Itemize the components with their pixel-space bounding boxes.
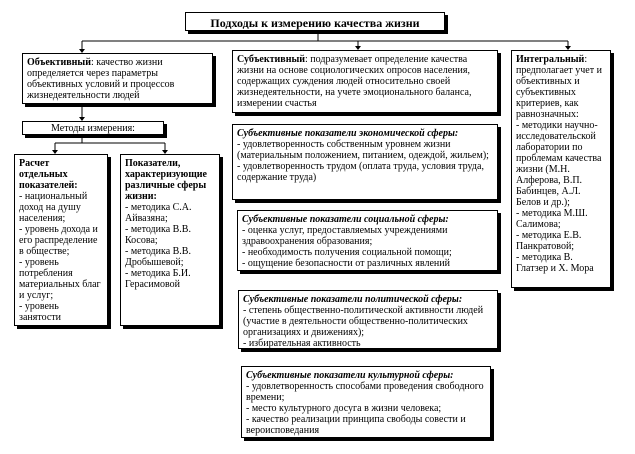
objective-text: : качество жизни определяется через параметры объективных условий и процессов жизнедеятельности людей	[27, 57, 175, 101]
political-box	[238, 290, 498, 349]
subjective-label: Субъективный	[237, 54, 306, 65]
objective-label: Объективный	[27, 57, 91, 68]
integral-label: Интегральный	[516, 54, 585, 65]
integral-item: - методика М.Ш. Салимова;	[516, 208, 588, 230]
indicators-title-line: Показатели,	[125, 158, 181, 169]
methods-label: Методы измерения:	[51, 123, 135, 134]
political-item: - степень общественно-политической активности людей (участие в деятельности общественно-политических организациях и движениях);	[243, 305, 484, 338]
calc-title-line: Расчет	[19, 158, 50, 169]
cultural-item: - качество реализации принципа свободы совести и вероисповедания	[246, 414, 466, 436]
calc-item: - уровень дохода и его распределение в обществе;	[19, 224, 98, 257]
social-box	[237, 210, 498, 271]
calc-box	[14, 154, 108, 326]
indicators-item: - методика Б.И. Герасимовой	[125, 268, 191, 290]
economic-title: Субъективные показатели экономической сферы:	[237, 128, 459, 139]
cultural-item: - удовлетворенность способами проведения свободного времени;	[246, 381, 484, 403]
social-item: - ощущение безопасности от различных явлений	[242, 258, 450, 269]
diagram-title: Подходы к измерению качества жизни	[210, 16, 420, 30]
social-item: - оценка услуг, предоставляемых учреждениями здравоохранения образования;	[242, 225, 448, 247]
political-item: - избирательная активность	[243, 338, 361, 349]
indicators-title-line: жизни:	[125, 191, 157, 202]
indicators-item: - методика В.В. Косова;	[125, 224, 191, 246]
economic-box	[232, 124, 498, 200]
indicators-box	[120, 154, 220, 326]
indicators-title-line: характеризующие	[125, 169, 207, 180]
integral-box	[511, 50, 611, 288]
cultural-item: - место культурного досуга в жизни человека;	[246, 403, 442, 414]
indicators-title-line: различные сферы	[125, 180, 207, 191]
title-box	[185, 12, 445, 31]
integral-item: - методики научно-исследовательской лаборатории по проблемам качества жизни (М.Н. Алферова, В.П. Бабинцев, А.Л. Белов и др.);	[516, 120, 602, 208]
calc-item: - национальный доход на душу населения;	[19, 191, 88, 224]
subjective-box	[232, 50, 498, 113]
methods-box	[22, 121, 164, 135]
social-title: Субъективные показатели социальной сферы:	[242, 214, 449, 225]
integral-text: : предполагает учет и объективных и субъективных критериев, как равнозначных:	[516, 54, 602, 120]
integral-item: - методика В. Глатзер и Х. Мора	[516, 252, 594, 274]
calc-title-line: отдельных	[19, 169, 68, 180]
calc-title-line: показателей:	[19, 180, 78, 191]
indicators-item: - методика С.А. Айвазяна;	[125, 202, 192, 224]
cultural-title: Субъективные показатели культурной сферы:	[246, 370, 454, 381]
objective-box	[22, 53, 213, 104]
indicators-item: - методика В.В. Дробышевой;	[125, 246, 191, 268]
economic-item: - удовлетворенность трудом (оплата труда, условия труда, содержание труда)	[237, 161, 484, 183]
political-title: Субъективные показатели политической сферы:	[243, 294, 463, 305]
calc-item: - уровень потребления материальных благ и услуг;	[19, 257, 101, 301]
social-item: - необходимость получения социальной помощи;	[242, 247, 452, 258]
subjective-text: : подразумевает определение качества жизни на основе социологических опросов населения, содержащих суждения людей относительно своей жизнедеятельности, на учете эмоционального баланса, измерении счастья	[237, 54, 472, 109]
economic-item: - удовлетворенность собственным уровнем жизни (материальным положением, питанием, одеждой, жильем);	[237, 139, 489, 161]
cultural-box	[241, 366, 491, 438]
calc-item: - уровень занятости	[19, 301, 61, 323]
integral-item: - методика Е.В. Панкратовой;	[516, 230, 582, 252]
